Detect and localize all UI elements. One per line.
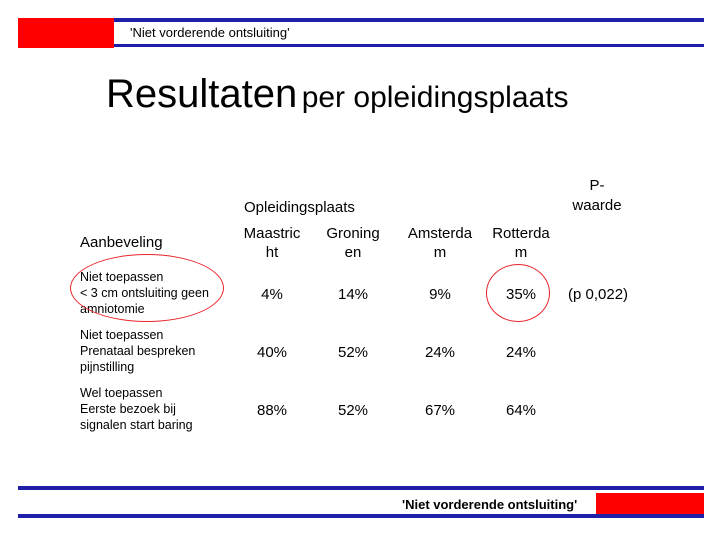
row-label: Wel toepassen Eerste bezoek bij signalen start baring xyxy=(80,386,193,432)
table-cell: 9% xyxy=(429,286,451,303)
title-rest: per opleidingsplaats xyxy=(301,81,569,114)
footer-red-block xyxy=(596,493,704,515)
table-cell: 14% xyxy=(337,286,369,303)
header-subtitle: 'Niet vorderende ontsluiting' xyxy=(130,25,290,40)
table-cell: 88% xyxy=(256,402,288,419)
table-cell: 40% xyxy=(256,344,288,361)
table-cell: 52% xyxy=(337,402,369,419)
column-header-maastricht: Maastric ht xyxy=(243,225,301,261)
row-label: Niet toepassen < 3 cm ontsluiting geen amniotomie xyxy=(80,270,209,316)
header-bottom-rule xyxy=(114,44,704,47)
slide-title xyxy=(106,72,569,117)
annotation-ellipse-rotterdam-value xyxy=(486,264,550,322)
column-header-amsterdam: Amsterda m xyxy=(407,225,473,261)
table-cell: 64% xyxy=(505,402,537,419)
table-cell: 67% xyxy=(424,402,456,419)
group-header: Opleidingsplaats xyxy=(244,199,355,216)
p-value-cell: (p 0,022) xyxy=(568,286,629,303)
table-cell: 35% xyxy=(505,286,537,303)
footer-bottom-rule xyxy=(18,514,704,518)
header-red-block xyxy=(18,18,114,48)
p-value-header: P- waarde xyxy=(572,177,622,214)
annotation-ellipse-row-label xyxy=(70,254,224,322)
footer-top-rule xyxy=(18,486,704,490)
table-cell: 24% xyxy=(505,344,537,361)
title-main: Resultaten xyxy=(106,72,298,116)
row-header: Aanbeveling xyxy=(80,234,163,251)
header-top-rule xyxy=(114,18,704,22)
table-cell: 4% xyxy=(261,286,283,303)
footer-label: 'Niet vorderende ontsluiting' xyxy=(402,497,578,512)
row-label: Niet toepassen Prenataal bespreken pijnstilling xyxy=(80,328,196,374)
column-header-rotterdam: Rotterda m xyxy=(492,225,550,261)
column-header-groningen: Groning en xyxy=(326,225,380,261)
table-cell: 52% xyxy=(337,344,369,361)
table-cell: 24% xyxy=(424,344,456,361)
